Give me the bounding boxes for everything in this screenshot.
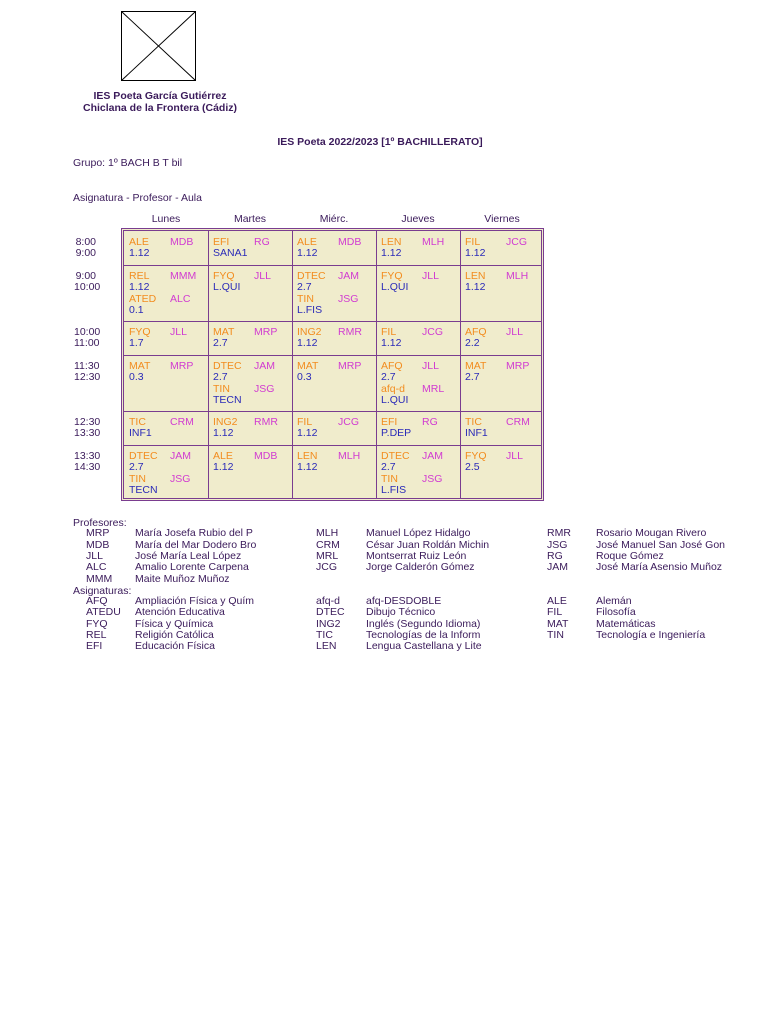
room-code: 1.12 (129, 281, 150, 294)
timetable-cell (129, 237, 209, 260)
teacher-code: JCG (316, 561, 337, 574)
time-slot-5 (74, 451, 118, 473)
subject-name: Filosofía (596, 606, 636, 619)
teacher-code: JSG (254, 382, 275, 395)
teacher-code: JLL (422, 360, 439, 372)
teacher-code: JLL (254, 270, 271, 282)
time-start: 11:30 (74, 360, 100, 372)
subject-name: Lengua Castellana y Lite (366, 640, 482, 653)
timetable-grid (121, 228, 544, 501)
subject-code: FIL (297, 416, 313, 428)
time-end: 10:00 (74, 281, 101, 293)
teacher-code: JCG (422, 326, 443, 338)
timetable-cell (297, 271, 377, 316)
subject-code: ATED (129, 292, 157, 305)
timetable-cell (213, 451, 293, 474)
subject-code: TIN (381, 472, 398, 485)
teacher-code: JAM (170, 450, 191, 462)
subject-code: AFQ (465, 326, 487, 338)
timetable-cell (213, 237, 293, 260)
teacher-code: RG (254, 236, 270, 248)
time-slot-0 (74, 237, 118, 259)
teacher-code: RG (547, 549, 563, 562)
subject-name: Tecnología e Ingeniería (596, 629, 706, 641)
day-header-2: Miérc. (319, 213, 349, 225)
timetable-cell (465, 451, 545, 474)
subject-code: MAT (213, 326, 235, 338)
timetable-cell (465, 417, 545, 440)
room-code: 1.12 (213, 427, 234, 440)
room-code: 1.12 (297, 337, 318, 350)
subject-code: ALE (547, 595, 567, 608)
teacher-name: Roque Gómez (596, 549, 664, 562)
teacher-name: Jorge Calderón Gómez (366, 561, 475, 574)
subject-code: ING2 (213, 416, 238, 428)
subject-code: ING2 (316, 617, 341, 630)
timetable-cell (381, 237, 461, 260)
teacher-code: JAM (254, 360, 275, 372)
subject-name: Atención Educativa (135, 606, 225, 619)
teacher-code: MRL (422, 382, 445, 395)
school-name: IES Poeta García Gutiérrez (93, 90, 227, 102)
day-header-3: Jueves (401, 213, 435, 225)
teacher-code: MRP (86, 527, 110, 540)
grid-row-divider (124, 355, 541, 356)
group-label: Grupo: 1º BACH B T bil (73, 157, 183, 169)
room-code: P.DEP (381, 427, 412, 440)
teacher-code: JSG (338, 292, 359, 305)
teacher-code: MLH (506, 270, 529, 282)
teacher-code: JCG (506, 236, 527, 248)
room-code: 0.3 (129, 371, 144, 384)
subject-code: LEN (381, 236, 402, 248)
timetable-cell (381, 271, 461, 294)
time-end: 14:30 (74, 461, 101, 473)
teacher-name: José María Leal López (135, 549, 242, 562)
subject-code: DTEC (297, 270, 326, 282)
timetable-cell (297, 417, 377, 440)
room-code: INF1 (465, 427, 488, 440)
timetable-cell (129, 417, 209, 440)
subject-code: FYQ (213, 270, 235, 282)
subject-code: MAT (297, 360, 319, 372)
teacher-name: José María Asensio Muñoz (596, 561, 723, 574)
room-code: 1.12 (381, 247, 402, 260)
room-code: L.FIS (297, 303, 323, 316)
room-code: 1.12 (297, 247, 318, 260)
subject-code: LEN (316, 640, 337, 653)
teacher-code: JLL (506, 326, 523, 338)
room-code: 1.12 (381, 337, 402, 350)
room-code: TECN (213, 393, 242, 406)
subject-code: TIC (316, 629, 333, 641)
subject-code: afq-d (316, 595, 340, 608)
grid-row-divider (124, 321, 541, 322)
timetable-cell (213, 361, 293, 406)
subject-code: EFI (86, 640, 103, 653)
teacher-code: JLL (86, 549, 103, 562)
subject-code: AFQ (381, 360, 403, 372)
teacher-code: CRM (506, 416, 530, 428)
room-code: 0.3 (297, 371, 312, 384)
teacher-code: JAM (422, 450, 443, 462)
subject-code: TIN (129, 472, 146, 485)
teacher-code: MDB (170, 236, 194, 248)
time-start: 12:30 (74, 416, 101, 428)
time-slot-1 (74, 271, 118, 293)
subject-code: ALE (129, 236, 149, 248)
subject-name: Educación Física (135, 640, 215, 653)
subject-code: FYQ (129, 326, 151, 338)
room-code: 2.5 (465, 461, 480, 474)
subject-code: MAT (129, 360, 151, 372)
timetable-cell (381, 417, 461, 440)
grid-row-divider (124, 445, 541, 446)
subject-code: FIL (381, 326, 397, 338)
room-code: TECN (129, 483, 158, 496)
teacher-name: Rosario Mougan Rivero (596, 527, 707, 540)
grid-row-divider (124, 411, 541, 412)
teacher-code: JAM (338, 270, 359, 282)
teacher-code: MMM (86, 572, 113, 585)
teacher-code: RG (422, 416, 438, 428)
subject-code: TIN (213, 382, 230, 395)
subject-code: ATEDU (86, 606, 121, 619)
timetable-cell (465, 271, 545, 294)
room-code: 2.7 (465, 371, 480, 384)
room-code: 2.7 (297, 281, 312, 294)
teacher-name: María del Mar Dodero Bro (135, 538, 257, 551)
subject-code: EFI (213, 236, 230, 248)
legend-header: Asignatura - Profesor - Aula (73, 192, 202, 204)
teacher-code: MDB (338, 236, 362, 248)
subject-name: Física y Química (135, 617, 214, 630)
room-code: 2.7 (213, 337, 228, 350)
teacher-code: MRP (338, 360, 362, 372)
teacher-code: RMR (254, 416, 278, 428)
time-end: 9:00 (75, 247, 96, 259)
teacher-code: JLL (506, 450, 523, 462)
grid-row-divider (124, 265, 541, 266)
subject-code: LEN (297, 450, 318, 462)
subject-code: LEN (465, 270, 486, 282)
subject-code: ALE (213, 450, 233, 462)
subject-name: Inglés (Segundo Idioma) (366, 617, 481, 630)
timetable-cell (129, 271, 209, 316)
room-code: 2.2 (465, 337, 480, 350)
room-code: 1.7 (129, 337, 144, 350)
timetable-cell (381, 361, 461, 406)
time-end: 11:00 (74, 337, 100, 349)
teacher-code: ALC (170, 292, 191, 305)
teacher-code: ALC (86, 561, 107, 574)
teacher-name: Manuel López Hidalgo (366, 527, 471, 540)
teacher-name: Amalio Lorente Carpena (135, 561, 249, 574)
teacher-code: RMR (547, 527, 571, 540)
time-start: 8:00 (75, 236, 96, 248)
teacher-name: José Manuel San José Gon (596, 538, 725, 551)
day-header-1: Martes (233, 213, 267, 225)
subject-code: ALE (297, 236, 317, 248)
timetable-cell (129, 327, 209, 350)
day-header-0: Lunes (151, 213, 181, 225)
teacher-code: MMM (170, 270, 197, 282)
teacher-code: MLH (338, 450, 361, 462)
subject-code: TIC (465, 416, 482, 428)
subject-code: FIL (465, 236, 481, 248)
subject-name: afq-DESDOBLE (366, 595, 442, 608)
subject-code: TIN (297, 292, 314, 305)
profesores-title: Profesores: (73, 517, 127, 529)
subject-code: DTEC (316, 606, 345, 619)
subject-name: Alemán (596, 595, 632, 608)
subject-code: TIC (129, 416, 146, 428)
room-code: L.QUI (213, 281, 241, 294)
timetable-cell (213, 417, 293, 440)
subject-name: Matemáticas (596, 617, 656, 630)
teacher-code: CRM (170, 416, 194, 428)
timetable-cell (213, 271, 293, 294)
timetable-cell (465, 361, 545, 384)
subject-code: MAT (465, 360, 487, 372)
room-code: 1.12 (465, 247, 486, 260)
subject-code: FIL (547, 606, 563, 619)
time-slot-3 (74, 361, 118, 383)
room-code: SANA1 (213, 247, 248, 260)
asignaturas-title: Asignaturas: (73, 584, 132, 597)
subject-code: FYQ (381, 270, 403, 282)
time-start: 13:30 (74, 450, 101, 462)
subject-code: DTEC (213, 360, 242, 372)
day-header-4: Viernes (484, 213, 520, 225)
subject-code: EFI (381, 416, 398, 428)
room-code: INF1 (129, 427, 152, 440)
timetable-cell (465, 327, 545, 350)
school-city: Chiclana de la Frontera (Cádiz) (82, 102, 238, 114)
teacher-code: JLL (422, 270, 439, 282)
time-start: 9:00 (75, 270, 96, 282)
subject-name: Religión Católica (135, 629, 214, 641)
teacher-name: María Josefa Rubio del P (135, 527, 253, 540)
teacher-code: MRP (254, 326, 278, 338)
subject-code: MAT (547, 617, 569, 630)
subject-code: FYQ (86, 617, 108, 630)
page-title: IES Poeta 2022/2023 [1º BACHILLERATO] (277, 136, 483, 148)
room-code: L.QUI (381, 393, 409, 406)
subject-code: DTEC (129, 450, 158, 462)
room-code: 1.12 (213, 461, 234, 474)
teacher-code: JCG (338, 416, 359, 428)
room-code: L.QUI (381, 281, 409, 294)
subject-code: REL (86, 629, 107, 641)
teacher-name: César Juan Roldán Michin (366, 538, 490, 551)
teacher-code: JSG (170, 472, 191, 485)
timetable-cell (381, 327, 461, 350)
timetable-cell (465, 237, 545, 260)
room-code: 2.7 (213, 371, 228, 384)
subject-code: DTEC (381, 450, 410, 462)
timetable-cell (381, 451, 461, 496)
room-code: 2.7 (129, 461, 144, 474)
teacher-code: JAM (547, 561, 568, 574)
school-logo-placeholder (121, 11, 196, 81)
teacher-code: MDB (254, 450, 278, 462)
subject-code: TIN (547, 629, 564, 641)
subject-code: FYQ (465, 450, 487, 462)
timetable-cell (213, 327, 293, 350)
time-end: 12:30 (74, 371, 101, 383)
timetable-cell (297, 361, 377, 384)
timetable-cell (297, 237, 377, 260)
time-end: 13:30 (74, 427, 101, 439)
timetable-cell (297, 327, 377, 350)
room-code: 1.12 (297, 427, 318, 440)
teacher-code: MDB (86, 538, 110, 551)
room-code: 2.7 (381, 461, 396, 474)
room-code: 1.12 (465, 281, 486, 294)
timetable-cell (297, 451, 377, 474)
subject-name: Dibujo Técnico (366, 606, 436, 619)
room-code: L.FIS (381, 483, 407, 496)
time-slot-4 (74, 417, 118, 439)
time-slot-2 (74, 327, 118, 349)
timetable-cell (129, 361, 209, 384)
subject-name: Tecnologías de la Inform (366, 629, 481, 641)
room-code: 1.12 (129, 247, 150, 260)
teacher-code: RMR (338, 326, 362, 338)
teacher-code: MRP (170, 360, 194, 372)
subject-code: AFQ (86, 595, 108, 608)
teacher-code: JLL (170, 326, 187, 338)
room-code: 0.1 (129, 303, 144, 316)
teacher-code: MLH (422, 236, 445, 248)
teacher-code: MRL (316, 549, 339, 562)
timetable-cell (129, 451, 209, 496)
subject-name: Ampliación Física y Quím (135, 595, 255, 608)
teacher-code: JSG (547, 538, 568, 551)
subject-code: afq-d (381, 382, 405, 395)
subject-code: REL (129, 270, 150, 282)
teacher-name: Montserrat Ruiz León (366, 549, 467, 562)
teacher-code: CRM (316, 538, 340, 551)
subject-code: ING2 (297, 326, 322, 338)
time-start: 10:00 (74, 326, 101, 338)
room-code: 2.7 (381, 371, 396, 384)
teacher-code: JSG (422, 472, 443, 485)
teacher-code: MRP (506, 360, 530, 372)
room-code: 1.12 (297, 461, 318, 474)
teacher-code: MLH (316, 527, 339, 540)
teacher-name: Maite Muñoz Muñoz (135, 572, 230, 585)
